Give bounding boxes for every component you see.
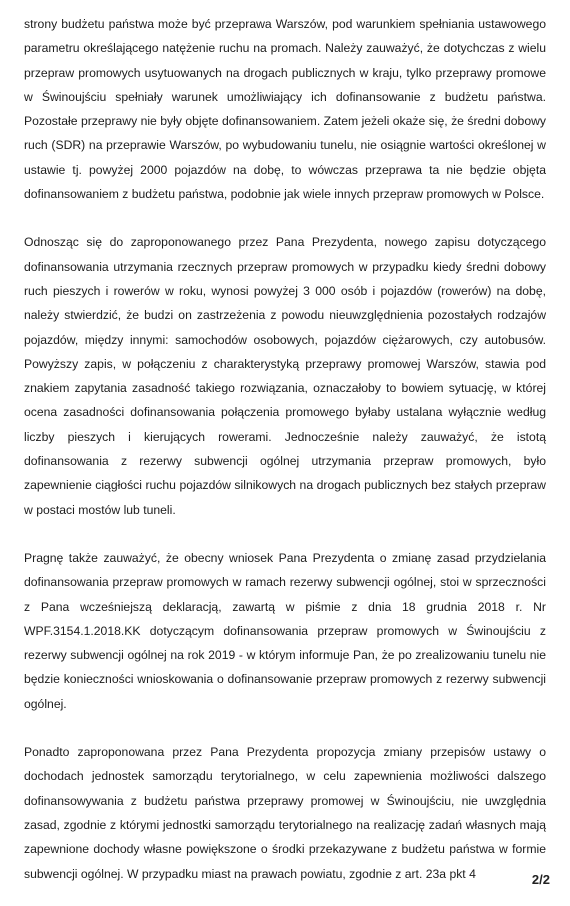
paragraph-warszow-funding: strony budżetu państwa może być przeprawa Warszów, pod warunkiem spełniania ustawowego parametru określającego natężenie ruchu na promach. Należy zauważyć, że dotychczas z wielu przepraw promowych usytuowanych na drogach publicznych w kraju, tylko przeprawy promowe w Świnoujściu spełniały warunek umożliwiający ich dofinansowanie z budżetu państwa. Pozostałe przeprawy nie były objęte dofinansowaniem. Zatem jeżeli okaże się, że średni dobowy ruch (SDR) na przeprawie Warszów, po wybudowaniu tunelu, nie osiągnie wartości określonej w ustawie tj. powyżej 2000 pojazdów na dobę, to wówczas przeprawa ta nie będzie objęta dofinansowaniem z budżetu państwa, podobnie jak wiele innych przepraw promowych w Polsce. <box>24 17 546 202</box>
paragraph-previous-declaration: Pragnę także zauważyć, że obecny wniosek Pana Prezydenta o zmianę zasad przydzielania dofinansowania przepraw promowych w ramach rezerwy subwencji ogólnej, stoi w sprzeczności z Pana wcześniejszą deklaracją, zawartą w piśmie z dnia 18 grudnia 2018 r. Nr WPF.3154.1.2018.KK dotyczącym dofinansowania przepraw promowych w Świnoujściu z rezerwy subwencji ogólnej na rok 2019 - w którym informuje Pan, że po zrealizowaniu tunelu nie będzie konieczności wnioskowania o dofinansowanie przepraw promowych z rezerwy subwencji ogólnej. <box>24 550 546 711</box>
page-number: 2/2 <box>531 872 550 887</box>
document-body <box>24 12 546 886</box>
paragraph-revenue-law: Ponadto zaproponowana przez Pana Prezydenta propozycja zmiany przepisów ustawy o dochodach jednostek samorządu terytorialnego, w celu zapewnienia możliwości dalszego dofinansowywania z budżetu państwa przeprawy promowej w Świnoujściu, nie uwzględnia zasad, zgodnie z którymi jednostki samorządu terytorialnego na realizację zadań własnych mają zapewnione dochody własne powiększone o środki przekazywane z budżetu państwa w formie subwencji ogólnej. W przypadku miast na prawach powiatu, zgodnie z art. 23a pkt 4 <box>24 745 546 881</box>
paragraph-pedestrian-traffic: Odnosząc się do zaproponowanego przez Pana Prezydenta, nowego zapisu dotyczącego dofinansowania utrzymania rzecznych przepraw promowych w przypadku kiedy średni dobowy ruch pieszych i rowerów w roku, wynosi powyżej 3 000 osób i pojazdów (rowerów) na dobę, należy stwierdzić, że budzi on zastrzeżenia z powodu nieuwzględnienia pozostałych rodzajów pojazdów, między innymi: samochodów osobowych, pojazdów ciężarowych, czy autobusów. Powyższy zapis, w połączeniu z charakterystyką przeprawy promowej Warszów, stawia pod znakiem zapytania zasadność takiego rozwiązania, oznaczałoby to bowiem sytuację, w której ocena zasadności dofinansowania połączenia promowego byłaby ustalana wyłącznie według liczby pieszych i kierujących rowerami. Jednocześnie należy zauważyć, że istotą dofinansowania z rezerwy subwencji ogólnej utrzymania przepraw promowych, było zapewnienie ciągłości ruchu pojazdów silnikowych na drogach publicznych bez stałych przepraw w postaci mostów lub tuneli. <box>24 235 546 517</box>
